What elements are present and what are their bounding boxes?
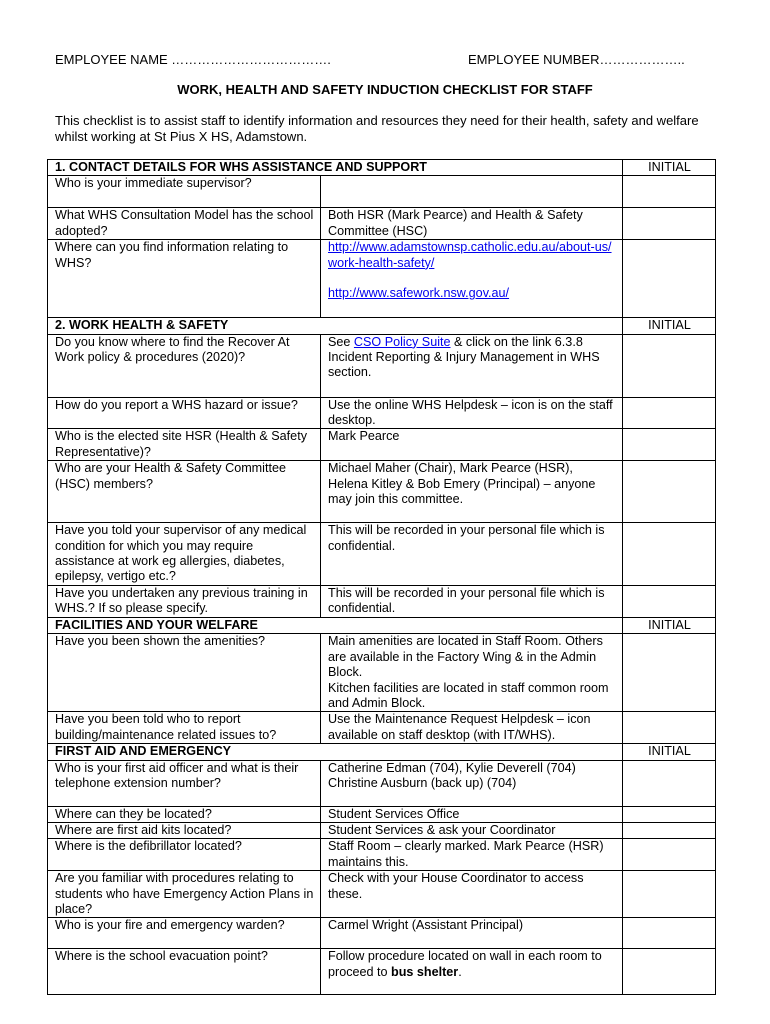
initial-cell[interactable] [623, 949, 716, 995]
table-row [48, 240, 716, 318]
table-row [48, 429, 716, 461]
initial-cell[interactable] [623, 208, 716, 240]
answer-cell [321, 240, 623, 318]
initial-header: INITIAL [623, 160, 716, 176]
initial-cell[interactable] [623, 918, 716, 949]
table-row [48, 585, 716, 617]
answer-cell: Use the Maintenance Request Helpdesk – icon available on staff desktop (with IT/WHS). [321, 712, 623, 744]
section-heading-row [48, 318, 716, 334]
answer-cell: Check with your House Coordinator to access these. [321, 871, 623, 918]
answer-text: Main amenities are located in Staff Room. Others are available in the Factory Wing & in the Admin Block. [328, 634, 603, 680]
table-row [48, 334, 716, 397]
initial-cell[interactable] [623, 461, 716, 523]
answer-cell [321, 334, 623, 397]
page-title: WORK, HEALTH AND SAFETY INDUCTION CHECKLIST FOR STAFF [177, 82, 593, 97]
evacuation-point-text: bus shelter [391, 964, 459, 979]
initial-cell[interactable] [623, 176, 716, 208]
table-row [48, 397, 716, 429]
question-cell: Have you undertaken any previous training in WHS.? If so please specify. [48, 585, 321, 617]
initial-cell[interactable] [623, 760, 716, 806]
question-cell: What WHS Consultation Model has the school adopted? [48, 208, 321, 240]
question-cell: How do you report a WHS hazard or issue? [48, 397, 321, 429]
employee-number-label: EMPLOYEE NUMBER……………….. [468, 52, 685, 67]
question-cell: Who is your immediate supervisor? [48, 176, 321, 208]
table-row [48, 822, 716, 838]
answer-cell [321, 634, 623, 712]
table-row [48, 806, 716, 822]
table-row [48, 208, 716, 240]
answer-text: Kitchen facilities are located in staff common room and Admin Block. [328, 680, 609, 710]
initial-cell[interactable] [623, 822, 716, 838]
table-row [48, 871, 716, 918]
question-cell: Who is your first aid officer and what is their telephone extension number? [48, 760, 321, 806]
table-row [48, 839, 716, 871]
intro-paragraph: This checklist is to assist staff to identify information and resources they need for their health, safety and welfare whilst working at St Pius X HS, Adamstown. [55, 113, 699, 144]
initial-cell[interactable] [623, 334, 716, 397]
section-heading-row [48, 617, 716, 633]
employee-name-label: EMPLOYEE NAME ………………………………. [55, 52, 331, 67]
initial-header: INITIAL [623, 318, 716, 334]
answer-text: & click on the link 6.3.8 Incident Reporting & Injury Management in WHS section. [328, 334, 600, 380]
initial-cell[interactable] [623, 871, 716, 918]
table-row [48, 949, 716, 995]
question-cell: Where can they be located? [48, 806, 321, 822]
answer-cell: Use the online WHS Helpdesk – icon is on the staff desktop. [321, 397, 623, 429]
answer-text: See [328, 334, 354, 349]
cso-policy-suite-link[interactable]: CSO Policy Suite [353, 334, 451, 349]
table-row [48, 760, 716, 806]
question-cell: Are you familiar with procedures relating to students who have Emergency Action Plans in place? [48, 871, 321, 918]
question-cell: Have you been shown the amenities? [48, 634, 321, 712]
answer-cell: Both HSR (Mark Pearce) and Health & Safety Committee (HSC) [321, 208, 623, 240]
initial-cell[interactable] [623, 397, 716, 429]
section-heading: FIRST AID AND EMERGENCY [48, 744, 623, 760]
section-heading-row [48, 744, 716, 760]
answer-cell [321, 176, 623, 208]
question-cell: Who is your fire and emergency warden? [48, 918, 321, 949]
initial-header: INITIAL [623, 744, 716, 760]
answer-cell: Staff Room – clearly marked. Mark Pearce (HSR) maintains this. [321, 839, 623, 871]
question-cell: Who are your Health & Safety Committee (HSC) members? [48, 461, 321, 523]
initial-cell[interactable] [623, 585, 716, 617]
initial-header: INITIAL [623, 617, 716, 633]
section-heading: FACILITIES AND YOUR WELFARE [48, 617, 623, 633]
initial-cell[interactable] [623, 712, 716, 744]
table-row [48, 634, 716, 712]
answer-cell: This will be recorded in your personal file which is confidential. [321, 585, 623, 617]
section-heading: 2. WORK HEALTH & SAFETY [48, 318, 623, 334]
question-cell: Do you know where to find the Recover At Work policy & procedures (2020)? [48, 334, 321, 397]
safework-nsw-link[interactable]: http://www.safework.nsw.gov.au/ [328, 286, 510, 301]
initial-cell[interactable] [623, 429, 716, 461]
answer-cell: Mark Pearce [321, 429, 623, 461]
initial-cell[interactable] [623, 634, 716, 712]
initial-cell[interactable] [623, 523, 716, 586]
question-cell: Have you told your supervisor of any medical condition for which you may require assistance at work eg allergies, diabetes, epilepsy, vertigo etc.? [48, 523, 321, 586]
answer-text: Follow procedure located on wall in each room to proceed to [328, 949, 602, 979]
table-row [48, 176, 716, 208]
question-cell: Who is the elected site HSR (Health & Safety Representative)? [48, 429, 321, 461]
question-cell: Have you been told who to report building/maintenance related issues to? [48, 712, 321, 744]
table-row [48, 461, 716, 523]
table-row [48, 712, 716, 744]
answer-cell: This will be recorded in your personal file which is confidential. [321, 523, 623, 586]
initial-cell[interactable] [623, 806, 716, 822]
question-cell: Where can you find information relating to WHS? [48, 240, 321, 318]
answer-cell: Student Services & ask your Coordinator [321, 822, 623, 838]
table-row [48, 523, 716, 586]
answer-cell: Carmel Wright (Assistant Principal) [321, 918, 623, 949]
section-heading: 1. CONTACT DETAILS FOR WHS ASSISTANCE AND SUPPORT [48, 160, 623, 176]
section-heading-row [48, 160, 716, 176]
answer-cell: Catherine Edman (704), Kylie Deverell (704) Christine Ausburn (back up) (704) [321, 760, 623, 806]
adamstown-whs-link[interactable]: http://www.adamstownsp.catholic.edu.au/about-us/work-health-safety/ [328, 240, 612, 270]
answer-text: . [458, 964, 462, 979]
question-cell: Where are first aid kits located? [48, 822, 321, 838]
induction-checklist-table [47, 159, 716, 995]
question-cell: Where is the school evacuation point? [48, 949, 321, 995]
initial-cell[interactable] [623, 839, 716, 871]
initial-cell[interactable] [623, 240, 716, 318]
answer-cell: Student Services Office [321, 806, 623, 822]
question-cell: Where is the defibrillator located? [48, 839, 321, 871]
answer-cell [321, 949, 623, 995]
table-row [48, 918, 716, 949]
answer-cell: Michael Maher (Chair), Mark Pearce (HSR), Helena Kitley & Bob Emery (Principal) – anyone may join this committee. [321, 461, 623, 523]
